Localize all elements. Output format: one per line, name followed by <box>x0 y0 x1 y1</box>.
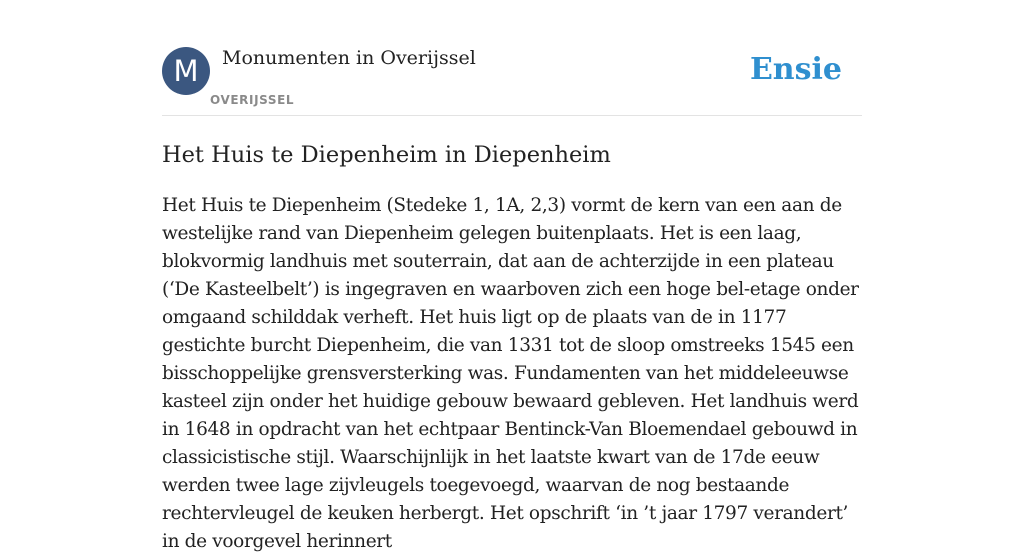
header-divider <box>162 115 862 116</box>
site-title[interactable]: Monumenten in Overijssel <box>222 47 476 69</box>
category-label[interactable]: OVERIJSSEL <box>210 93 295 107</box>
article-body: Het Huis te Diepenheim (Stedeke 1, 1A, 2,3) vormt de kern van een aan de westelijke rand van Diepenheim gelegen buitenplaats. Het is een laag, blokvormig landhuis met souterrain, dat aan de achterzijde in een plateau (‘De Kasteelbelt’) is ingegraven en waarboven zich een hoge bel-etage onder omgaand schilddak verheft. Het huis ligt op de plaats van de in 1177 gestichte burcht Diepenheim, die van 1331 tot de sloop omstreeks 1545 een bisschoppelijke grensversterking was. Fundamenten van het middeleeuwse kasteel zijn onder het huidige gebouw bewaard gebleven. Het landhuis werd in 1648 in opdracht van het echtpaar Bentinck-Van Bloemendael gebouwd in classicistische stijl. Waarschijnlijk in het laatste kwart van de 17de eeuw werden twee lage zijvleugels toegevoegd, waarvan de nog bestaande rechtervleugel de keuken herbergt. Het opschrift ‘in ’t jaar 1797 verandert’ in de voorgevel herinnert <box>162 195 859 552</box>
article-title: Het Huis te Diepenheim in Diepenheim <box>162 142 611 168</box>
avatar[interactable]: M <box>162 47 210 95</box>
site-header <box>162 46 862 116</box>
ensie-logo[interactable]: Ensie <box>749 52 842 87</box>
